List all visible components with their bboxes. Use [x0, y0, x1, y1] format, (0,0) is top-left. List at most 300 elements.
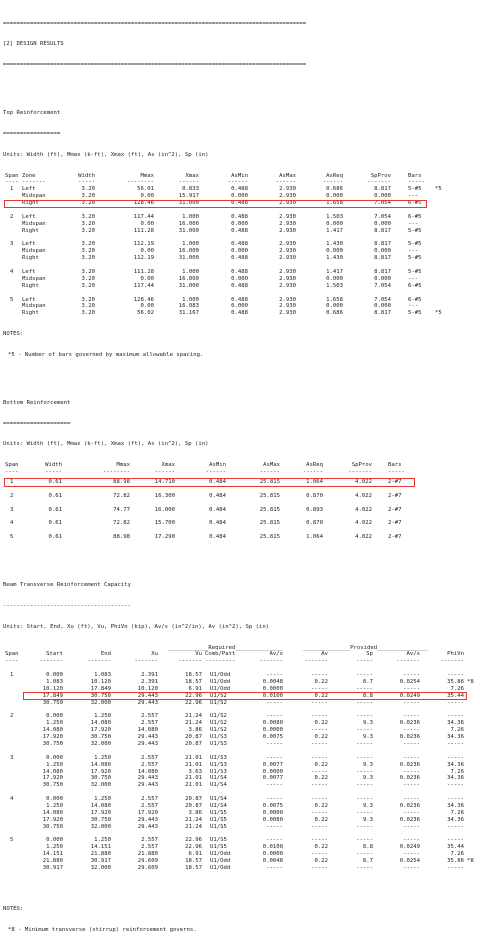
shear-notes-title: NOTES:	[3, 906, 24, 913]
table-cell: 3.20	[81, 310, 95, 317]
table-cell: 34.36	[447, 720, 464, 727]
table-cell: 9.3	[362, 775, 373, 782]
table-cell: 17.290	[154, 534, 175, 541]
table-cell: 0.0000	[262, 851, 283, 858]
table-cell: U1/S4	[210, 803, 227, 809]
table-cell: 2.930	[279, 303, 296, 310]
bottom-reinforcement-title: Bottom Reinforcement	[3, 400, 71, 407]
table-row	[3, 255, 477, 262]
table-cell: 1.000	[182, 213, 199, 220]
table-cell: 5	[10, 296, 14, 303]
table-cell: *8	[467, 858, 474, 865]
table-cell: 56.02	[137, 310, 154, 317]
table-cell: 0.484	[209, 478, 226, 485]
table-cell: 31.000	[178, 227, 199, 234]
table-cell: 31.000	[178, 255, 199, 262]
table-cell: 34.36	[447, 803, 464, 809]
table-cell: 8.8	[362, 844, 373, 851]
table-cell: 0.22	[314, 692, 328, 699]
table-row	[3, 851, 477, 858]
bottom-units: Units: Width (ft), Mmax (k-ft), Xmax (ft), As (in^2), Sp (in)	[3, 441, 209, 448]
table-row	[3, 769, 477, 776]
table-cell: Left	[22, 213, 36, 220]
table-cell: Left	[22, 186, 36, 193]
table-cell: 31.000	[178, 282, 199, 289]
table-cell: 0.0000	[262, 768, 283, 775]
table-row	[3, 679, 477, 686]
table-cell: 5-#5	[408, 269, 422, 276]
table-cell: -----	[311, 727, 328, 734]
table-cell: U1/S5	[210, 844, 227, 851]
table-cell: U1/Odd	[210, 858, 231, 865]
header-rule: -----	[388, 469, 405, 476]
table-cell: 30.750	[90, 692, 111, 699]
column-header: Xmax	[161, 462, 175, 469]
table-row	[3, 837, 477, 844]
column-header: Av	[321, 651, 328, 658]
column-header: Width	[78, 172, 95, 179]
table-row	[3, 248, 477, 255]
header-rule: -------	[87, 658, 111, 665]
table-cell: 2.930	[279, 275, 296, 282]
shear-units: Units: Start, End, Xu (ft), Vu, PhiVn (kip), Av/s (in^2/in), Av (in^2), Sp (in)	[3, 623, 270, 630]
table-cell: 0.488	[231, 241, 248, 248]
table-cell: 17.920	[42, 816, 63, 823]
table-row	[3, 824, 477, 831]
header-rule: -----	[78, 179, 95, 186]
table-cell: 9.3	[362, 761, 373, 768]
table-cell: 0.0236	[399, 816, 420, 823]
table-cell: 0.000	[46, 672, 63, 679]
table-cell: -----	[356, 672, 373, 679]
table-row	[3, 755, 477, 762]
header-rule: -------	[39, 658, 63, 665]
section-rule: ==========================================================================================	[3, 62, 307, 69]
table-cell: U1/S5	[210, 816, 227, 823]
table-cell: -----	[403, 685, 420, 692]
table-cell: 3.20	[81, 255, 95, 262]
table-cell: 0.000	[374, 303, 391, 310]
table-cell: -----	[266, 740, 283, 747]
table-cell: 2-#7	[388, 492, 402, 499]
header-rule: ---------	[205, 658, 236, 665]
span-number: 1	[10, 672, 14, 679]
table-cell: -----	[311, 796, 328, 803]
shear-note: *8 - Minimum transverse (stirrup) reinforcement governs.	[8, 927, 197, 934]
header-rule: -----	[45, 469, 62, 476]
table-cell: U1/S4	[210, 796, 227, 803]
column-header: AsReq	[326, 172, 343, 179]
table-cell: 0.488	[231, 269, 248, 276]
table-cell: 2.930	[279, 269, 296, 276]
column-header: Span	[5, 651, 19, 658]
table-cell: 8.8	[362, 692, 373, 699]
table-cell: 17.920	[137, 809, 158, 816]
table-cell: -----	[311, 699, 328, 706]
table-cell: *5	[435, 310, 442, 317]
table-cell: 6-#5	[408, 200, 422, 207]
table-cell: 3.20	[81, 241, 95, 248]
table-cell: 2.391	[141, 678, 158, 685]
table-cell: 3.20	[81, 220, 95, 227]
table-row	[3, 803, 477, 810]
table-cell: 29.443	[137, 734, 158, 741]
table-cell: 9.3	[362, 720, 373, 727]
table-cell: U1/S5	[210, 837, 227, 844]
table-row	[3, 713, 477, 720]
top-units: Units: Width (ft), Mmax (k-ft), Xmax (ft), As (in^2), Sp (in)	[3, 151, 209, 158]
table-cell: 20.87	[185, 734, 202, 741]
table-cell: -----	[447, 865, 464, 872]
table-cell: 1.064	[306, 534, 323, 541]
table-cell: 1.000	[182, 269, 199, 276]
table-cell: 112.19	[133, 255, 154, 262]
table-cell: -----	[403, 796, 420, 803]
table-cell: 3.86	[188, 727, 202, 734]
table-row	[3, 221, 477, 228]
table-cell: Right	[22, 282, 39, 289]
table-cell: 128.46	[133, 200, 154, 207]
table-cell: 30.750	[42, 782, 63, 789]
table-cell: 1	[10, 478, 14, 485]
table-row	[3, 269, 477, 276]
table-row	[3, 865, 477, 872]
table-cell: U1/S4	[210, 775, 227, 782]
table-cell: 6-#5	[408, 282, 422, 289]
table-cell: 18.57	[185, 672, 202, 679]
highlight-box	[23, 692, 467, 701]
table-cell: -----	[356, 796, 373, 803]
table-cell: 6.91	[188, 851, 202, 858]
table-cell: 3.20	[81, 269, 95, 276]
table-cell: 3	[10, 506, 14, 513]
table-cell: -----	[311, 754, 328, 761]
table-cell: 0.00	[140, 220, 154, 227]
table-cell: 3.20	[81, 282, 95, 289]
table-cell: -----	[403, 740, 420, 747]
span-number: 5	[10, 837, 14, 844]
table-cell: -----	[356, 685, 373, 692]
table-cell: -----	[266, 754, 283, 761]
table-cell: 21.24	[185, 713, 202, 720]
table-cell: 22.96	[185, 699, 202, 706]
table-cell: 2.557	[141, 803, 158, 809]
header-rule: -----	[356, 658, 373, 665]
table-cell: -----	[447, 699, 464, 706]
table-cell: 2-#7	[388, 534, 402, 541]
table-cell: 0.00	[140, 275, 154, 282]
table-cell: Midspan	[22, 303, 46, 310]
table-cell: U1/S3	[210, 740, 227, 747]
table-cell: U1/S5	[210, 823, 227, 830]
table-cell: 0.61	[48, 478, 62, 485]
section-title: [2] DESIGN RESULTS	[3, 41, 64, 48]
header-rule: -------	[396, 658, 420, 665]
table-row	[3, 817, 477, 824]
table-cell: 8.817	[374, 227, 391, 234]
table-cell: 14.151	[90, 844, 111, 851]
header-rule: ----	[5, 658, 19, 665]
table-cell: 0.22	[314, 720, 328, 727]
table-cell: 29.443	[137, 775, 158, 782]
span-number: 2	[10, 713, 14, 720]
table-cell: 4.022	[355, 492, 372, 499]
table-cell: 0.0080	[262, 816, 283, 823]
table-cell: 14.080	[90, 803, 111, 809]
table-cell: -----	[311, 685, 328, 692]
table-cell: 1.430	[326, 241, 343, 248]
table-cell: 8.817	[374, 255, 391, 262]
table-cell: -----	[447, 754, 464, 761]
table-cell: 0.0100	[262, 844, 283, 851]
column-header: Start	[46, 651, 63, 658]
table-cell: 0.22	[314, 844, 328, 851]
table-cell: 34.36	[447, 734, 464, 741]
table-cell: 3.20	[81, 186, 95, 193]
table-row	[3, 762, 477, 769]
header-rule: ------	[205, 469, 226, 476]
table-cell: ---	[408, 193, 419, 200]
table-cell: -----	[403, 782, 420, 789]
table-cell: -----	[311, 865, 328, 872]
column-header: Av/s	[269, 651, 283, 658]
column-header: Vu	[195, 651, 202, 658]
table-cell: 2.391	[141, 672, 158, 679]
header-rule: ----	[5, 179, 19, 186]
table-cell: 0.61	[48, 534, 62, 541]
table-cell: ---	[408, 220, 419, 227]
table-cell: 2.930	[279, 310, 296, 317]
table-cell: 112.19	[133, 241, 154, 248]
table-row	[3, 520, 477, 527]
column-header: Xu	[151, 651, 158, 658]
table-cell: 32.000	[90, 740, 111, 747]
table-cell: 21.880	[90, 851, 111, 858]
table-cell: 4.022	[355, 478, 372, 485]
table-cell: 10.120	[137, 685, 158, 692]
table-cell: 0.870	[306, 520, 323, 527]
table-cell: 14.710	[154, 478, 175, 485]
table-cell: -----	[356, 782, 373, 789]
table-cell: 17.920	[90, 727, 111, 734]
table-cell: -----	[356, 727, 373, 734]
table-cell: 0.0236	[399, 803, 420, 809]
table-cell: -----	[403, 768, 420, 775]
table-cell: 16.000	[154, 506, 175, 513]
shear-table-header	[3, 651, 477, 658]
table-cell: 0.488	[231, 255, 248, 262]
table-cell: U1/S3	[210, 768, 227, 775]
table-cell: 1.250	[94, 796, 111, 803]
table-cell: 88.98	[113, 478, 130, 485]
header-rule: ------	[302, 469, 323, 476]
table-cell: -----	[266, 823, 283, 830]
table-cell: 0.870	[306, 492, 323, 499]
table-cell: 14.080	[90, 720, 111, 727]
table-cell: -----	[311, 740, 328, 747]
table-cell: 29.443	[137, 692, 158, 699]
table-cell: 0.000	[326, 248, 343, 255]
table-cell: -----	[403, 823, 420, 830]
table-cell: 0.0236	[399, 761, 420, 768]
table-cell: 8.817	[374, 310, 391, 317]
table-cell: 3.20	[81, 200, 95, 207]
table-cell: 4	[10, 520, 14, 527]
table-cell: -----	[311, 672, 328, 679]
table-cell: 18.57	[185, 678, 202, 685]
header-rule: -------	[178, 658, 202, 665]
column-header: AsReq	[306, 462, 323, 469]
table-cell: 1.250	[94, 754, 111, 761]
table-row	[3, 782, 477, 789]
table-cell: 25.815	[259, 520, 280, 527]
header-rule: ------	[178, 179, 199, 186]
table-cell: 3.20	[81, 193, 95, 200]
table-row	[3, 507, 477, 514]
shear-capacity-table	[3, 645, 477, 872]
top-reinforcement-table	[3, 173, 477, 318]
table-cell: 117.44	[133, 282, 154, 289]
table-cell: -----	[403, 837, 420, 844]
table-cell: 30.750	[42, 823, 63, 830]
table-cell: 2.930	[279, 248, 296, 255]
table-row	[3, 720, 477, 727]
table-cell: 18.57	[185, 858, 202, 865]
table-cell: -----	[356, 851, 373, 858]
table-cell: 2.930	[279, 296, 296, 303]
table-cell: 25.815	[259, 534, 280, 541]
table-cell: 9.3	[362, 734, 373, 741]
table-cell: 5-#5	[408, 255, 422, 262]
table-cell: 0.000	[231, 193, 248, 200]
table-cell: 1.658	[326, 200, 343, 207]
table-cell: 0.000	[326, 275, 343, 282]
column-header: Comb/Patt	[205, 651, 236, 658]
table-cell: 0.000	[326, 303, 343, 310]
table-cell: 1.083	[94, 672, 111, 679]
table-cell: 0.000	[374, 275, 391, 282]
bottom-reinforcement-underline: ====================	[3, 420, 71, 427]
table-cell: 14.080	[42, 809, 63, 816]
table-cell: 16.083	[178, 303, 199, 310]
table-cell: -----	[311, 782, 328, 789]
table-cell: 0.484	[209, 534, 226, 541]
table-cell: 3.86	[188, 809, 202, 816]
design-results-document	[3, 0, 477, 948]
table-cell: 7.054	[374, 282, 391, 289]
table-cell: -----	[403, 672, 420, 679]
table-cell: 34.36	[447, 761, 464, 768]
table-cell: 5-#5	[408, 227, 422, 234]
table-cell: -----	[356, 713, 373, 720]
span-number: 3	[10, 754, 14, 761]
table-cell: 35.44	[447, 692, 464, 699]
table-cell: 20.87	[185, 740, 202, 747]
table-cell: 2.557	[141, 754, 158, 761]
table-cell: 0.0249	[399, 692, 420, 699]
table-cell: U1/Odd	[210, 685, 231, 692]
table-cell: U1/S2	[210, 727, 227, 734]
table-cell: 4.022	[355, 506, 372, 513]
table-cell: U1/Odd	[210, 672, 231, 679]
table-cell: 0.00	[140, 248, 154, 255]
table-cell: 2.557	[141, 761, 158, 768]
table-cell: -----	[311, 851, 328, 858]
table-cell: U1/S2	[210, 713, 227, 720]
table-cell: 0.0048	[262, 678, 283, 685]
table-cell: 15.917	[178, 193, 199, 200]
table-cell: 0.22	[314, 734, 328, 741]
table-cell: U1/S3	[210, 734, 227, 741]
table-cell: 29.443	[137, 699, 158, 706]
table-cell: 21.24	[185, 816, 202, 823]
table-cell: U1/S2	[210, 720, 227, 727]
table-cell: 0.488	[231, 227, 248, 234]
table-cell: 111.28	[133, 227, 154, 234]
table-cell: 29.443	[137, 740, 158, 747]
table-cell: 29.443	[137, 823, 158, 830]
table-cell: 22.96	[185, 844, 202, 851]
table-cell: 8.817	[374, 186, 391, 193]
table-cell: 16.300	[154, 492, 175, 499]
table-cell: -----	[447, 672, 464, 679]
table-cell: *5	[435, 186, 442, 193]
provided-group-label: ______________Provided_______________	[303, 644, 428, 651]
top-rule: ==========================================================================================	[3, 20, 307, 27]
table-cell: 0.686	[326, 310, 343, 317]
table-cell: 0.000	[46, 713, 63, 720]
table-row	[3, 741, 477, 748]
table-cell: Right	[22, 227, 39, 234]
table-cell: 34.36	[447, 775, 464, 782]
table-cell: 0.833	[182, 186, 199, 193]
table-cell: 30.917	[90, 858, 111, 865]
table-row	[3, 214, 477, 221]
table-cell: 1.658	[326, 296, 343, 303]
table-row	[3, 303, 477, 310]
table-cell: 29.443	[137, 782, 158, 789]
table-cell: 2.557	[141, 720, 158, 727]
table-cell: 31.167	[178, 310, 199, 317]
table-cell: 1.417	[326, 269, 343, 276]
column-header: AsMax	[279, 172, 296, 179]
table-cell: 0.488	[231, 282, 248, 289]
table-cell: 2.557	[141, 844, 158, 851]
header-rule: ------	[227, 179, 248, 186]
table-cell: -----	[266, 796, 283, 803]
table-cell: 17.849	[90, 685, 111, 692]
header-rule: ------	[322, 179, 343, 186]
table-cell: 2.930	[279, 193, 296, 200]
table-cell: 15.700	[154, 520, 175, 527]
table-row	[3, 534, 477, 541]
table-cell: 30.917	[42, 865, 63, 872]
table-cell: 8.7	[362, 678, 373, 685]
table-cell: 111.28	[133, 269, 154, 276]
table-cell: 32.000	[90, 823, 111, 830]
table-cell: 25.815	[259, 478, 280, 485]
table-cell: 25.815	[259, 506, 280, 513]
table-cell: 25.815	[259, 492, 280, 499]
table-cell: U1/S2	[210, 692, 227, 699]
table-cell: 0.686	[326, 186, 343, 193]
table-cell: -----	[311, 768, 328, 775]
table-cell: 3.20	[81, 213, 95, 220]
table-cell: -----	[266, 713, 283, 720]
table-cell: 30.750	[90, 775, 111, 782]
table-cell: 22.96	[185, 837, 202, 844]
table-cell: 29.609	[137, 865, 158, 872]
